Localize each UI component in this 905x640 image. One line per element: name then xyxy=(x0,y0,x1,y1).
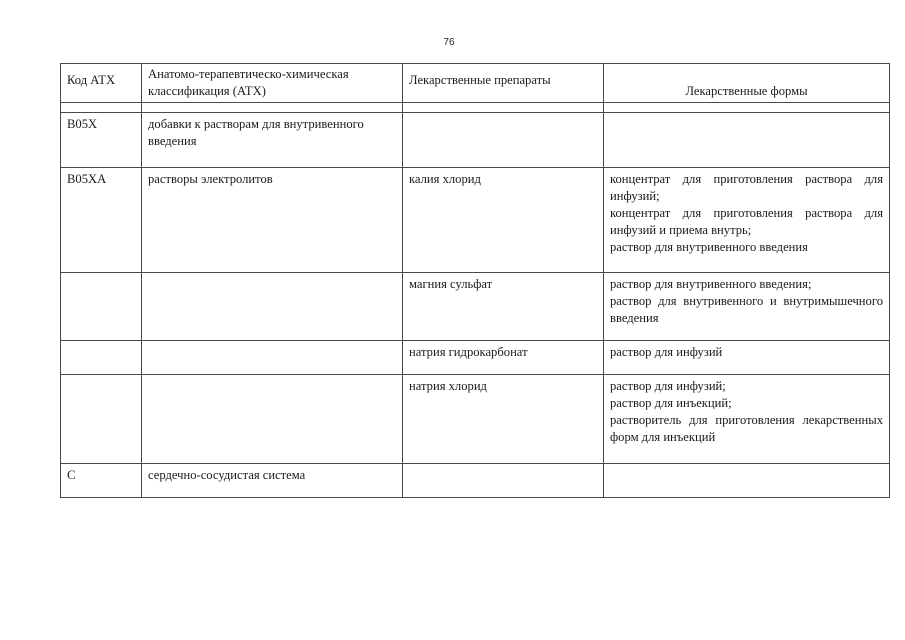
table-row xyxy=(61,375,890,464)
cell-atc-classification: добавки к растворам для внутривенного введения xyxy=(142,113,403,168)
cell-dosage-forms xyxy=(604,273,890,341)
dosage-form-item: концентрат для приготовления раствора для инфузий; xyxy=(610,172,883,203)
cell-atc-code: C xyxy=(61,464,142,498)
cell-dosage-forms xyxy=(604,375,890,464)
table-row xyxy=(61,273,890,341)
cell-atc-classification xyxy=(142,103,403,113)
header-drugs: Лекарственные препараты xyxy=(403,64,604,103)
cell-dosage-forms xyxy=(604,464,890,498)
cell-drug xyxy=(403,113,604,168)
dosage-form-item: раствор для внутривенного введения; xyxy=(610,277,812,291)
cell-dosage-forms xyxy=(604,113,890,168)
dosage-form-item: растворитель для приготовления лекарственных форм для инъекций xyxy=(610,413,883,444)
dosage-form-item: раствор для инфузий xyxy=(610,345,723,359)
cell-atc-code xyxy=(61,103,142,113)
cell-atc-classification: растворы электролитов xyxy=(142,168,403,273)
cell-atc-classification xyxy=(142,341,403,375)
cell-dosage-forms xyxy=(604,168,890,273)
dosage-form-item: раствор для инфузий; xyxy=(610,379,726,393)
cell-atc-classification xyxy=(142,273,403,341)
cell-drug: натрия хлорид xyxy=(403,375,604,464)
table-body xyxy=(61,103,890,498)
cell-dosage-forms xyxy=(604,341,890,375)
cell-atc-code xyxy=(61,273,142,341)
table-row xyxy=(61,464,890,498)
cell-drug xyxy=(403,464,604,498)
dosage-form-item: раствор для внутривенного введения xyxy=(610,240,808,254)
table-header-row xyxy=(61,64,890,103)
header-dosage-forms: Лекарственные формы xyxy=(604,64,890,103)
cell-drug: натрия гидрокарбонат xyxy=(403,341,604,375)
cell-atc-code: B05X xyxy=(61,113,142,168)
cell-atc-code xyxy=(61,341,142,375)
dosage-form-item: концентрат для приготовления раствора для инфузий и приема внутрь; xyxy=(610,206,883,237)
page-number: 76 xyxy=(443,37,455,48)
cell-dosage-forms xyxy=(604,103,890,113)
table-row xyxy=(61,341,890,375)
cell-atc-code: B05XA xyxy=(61,168,142,273)
dosage-form-item: раствор для внутривенного и внутримышечного введения xyxy=(610,294,883,325)
header-atc-classification: Анатомо-терапевтическо-химическая классификация (АТХ) xyxy=(142,64,403,103)
cell-atc-classification: сердечно-сосудистая система xyxy=(142,464,403,498)
cell-atc-code xyxy=(61,375,142,464)
cell-drug xyxy=(403,103,604,113)
atc-table xyxy=(60,63,890,498)
table-row xyxy=(61,113,890,168)
spacer-row xyxy=(61,103,890,113)
dosage-form-item: раствор для инъекций; xyxy=(610,396,732,410)
table-row xyxy=(61,168,890,273)
cell-drug: магния сульфат xyxy=(403,273,604,341)
cell-drug: калия хлорид xyxy=(403,168,604,273)
cell-atc-classification xyxy=(142,375,403,464)
header-atc-code: Код АТХ xyxy=(61,64,142,103)
